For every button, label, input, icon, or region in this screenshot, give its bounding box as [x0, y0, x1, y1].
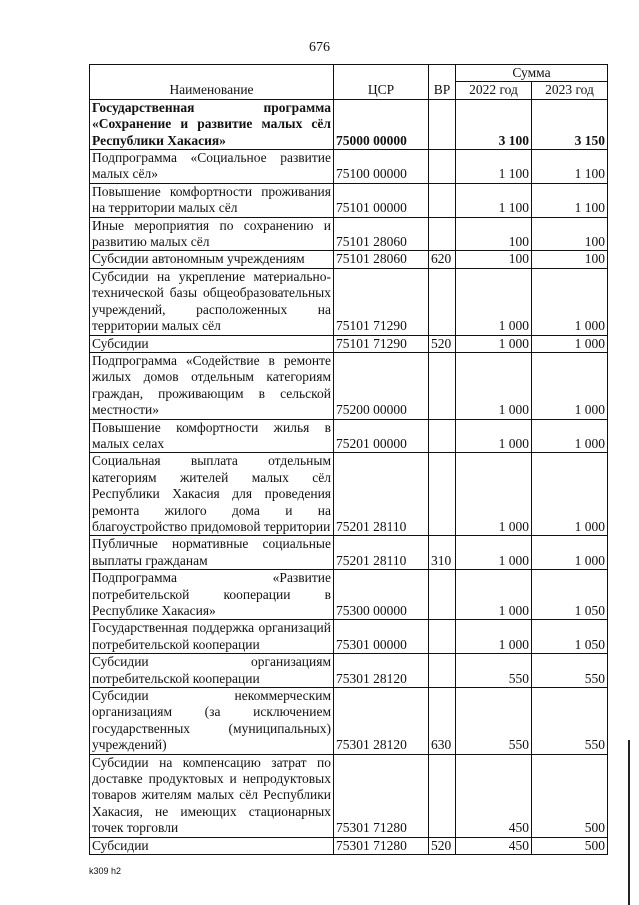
row-vr-cell [429, 352, 456, 419]
row-sum-2022-cell: 1 000 [456, 419, 532, 453]
row-csr-cell: 75101 00000 [334, 183, 429, 217]
header-year-2022: 2022 год [456, 82, 532, 99]
row-vr-cell [429, 570, 456, 620]
row-name-cell: Повышение комфортности проживания на территории малых сёл [90, 183, 334, 217]
row-name-cell: Государственная поддержка организаций потребительской кооперации [90, 620, 334, 654]
table-row [90, 217, 608, 251]
header-name: Наименование [90, 65, 334, 100]
row-csr-cell: 75301 28120 [334, 688, 429, 755]
row-sum-2022-cell: 3 100 [456, 99, 532, 149]
row-name-cell: Субсидии [90, 335, 334, 352]
row-sum-2023-cell: 1 100 [532, 183, 608, 217]
row-sum-2023-cell: 1 000 [532, 268, 608, 335]
table-body [90, 99, 608, 854]
table-row [90, 268, 608, 335]
header-vr: ВР [429, 65, 456, 100]
header-year-2023: 2023 год [532, 82, 608, 99]
table-row [90, 99, 608, 149]
row-sum-2022-cell: 100 [456, 251, 532, 268]
row-sum-2023-cell: 1 000 [532, 352, 608, 419]
row-sum-2023-cell: 1 000 [532, 536, 608, 570]
row-name-cell: Публичные нормативные социальные выплаты гражданам [90, 536, 334, 570]
row-vr-cell [429, 99, 456, 149]
row-sum-2022-cell: 1 100 [456, 150, 532, 184]
footer-code: k309 h2 [89, 866, 122, 876]
table-row [90, 150, 608, 184]
row-csr-cell: 75200 00000 [334, 352, 429, 419]
row-sum-2022-cell: 1 000 [456, 570, 532, 620]
row-vr-cell [429, 183, 456, 217]
row-sum-2023-cell: 1 050 [532, 620, 608, 654]
table-row [90, 183, 608, 217]
row-vr-cell: 520 [429, 837, 456, 854]
row-sum-2023-cell: 1 000 [532, 453, 608, 536]
row-csr-cell: 75000 00000 [334, 99, 429, 149]
row-sum-2022-cell: 100 [456, 217, 532, 251]
row-name-cell: Субсидии организациям потребительской кооперации [90, 654, 334, 688]
row-sum-2022-cell: 550 [456, 688, 532, 755]
row-name-cell: Субсидии автономным учреждениям [90, 251, 334, 268]
header-sum: Сумма [456, 65, 608, 82]
row-name-cell: Субсидии на компенсацию затрат по доставке продуктовых и непродуктовых товаров жителям малых сёл Республики Хакасия, не имеющих стационарных точек торговли [90, 754, 334, 837]
scan-edge-line [628, 740, 630, 905]
table-row [90, 335, 608, 352]
row-csr-cell: 75301 00000 [334, 620, 429, 654]
row-sum-2023-cell: 1 100 [532, 150, 608, 184]
row-sum-2022-cell: 450 [456, 754, 532, 837]
row-sum-2022-cell: 1 100 [456, 183, 532, 217]
row-sum-2022-cell: 1 000 [456, 453, 532, 536]
row-name-cell: Подпрограмма «Социальное развитие малых сёл» [90, 150, 334, 184]
row-vr-cell [429, 754, 456, 837]
row-csr-cell: 75201 00000 [334, 419, 429, 453]
row-sum-2023-cell: 500 [532, 754, 608, 837]
table-row [90, 536, 608, 570]
row-name-cell: Повышение комфортности жилья в малых селах [90, 419, 334, 453]
budget-table [89, 64, 608, 855]
row-csr-cell: 75301 71280 [334, 837, 429, 854]
row-sum-2023-cell: 550 [532, 654, 608, 688]
row-vr-cell [429, 419, 456, 453]
page-number: 676 [309, 40, 330, 55]
row-sum-2022-cell: 1 000 [456, 536, 532, 570]
row-sum-2022-cell: 1 000 [456, 352, 532, 419]
row-csr-cell: 75101 71290 [334, 268, 429, 335]
table-row [90, 352, 608, 419]
row-sum-2023-cell: 1 000 [532, 419, 608, 453]
header-csr: ЦСР [334, 65, 429, 100]
row-vr-cell: 310 [429, 536, 456, 570]
row-sum-2023-cell: 1 000 [532, 335, 608, 352]
row-name-cell: Субсидии некоммерческим организациям (за исключением государственных (муниципальных) учреждений) [90, 688, 334, 755]
row-csr-cell: 75301 71280 [334, 754, 429, 837]
table-row [90, 620, 608, 654]
row-name-cell: Государственная программа «Сохранение и развитие малых сёл Республики Хакасия» [90, 99, 334, 149]
row-vr-cell [429, 453, 456, 536]
row-name-cell: Субсидии [90, 837, 334, 854]
table-header [90, 65, 608, 100]
row-sum-2022-cell: 1 000 [456, 268, 532, 335]
row-vr-cell: 630 [429, 688, 456, 755]
row-sum-2022-cell: 1 000 [456, 620, 532, 654]
row-csr-cell: 75101 28060 [334, 217, 429, 251]
table-row [90, 453, 608, 536]
row-name-cell: Подпрограмма «Содействие в ремонте жилых домов отдельным категориям граждан, проживающим в сельской местности» [90, 352, 334, 419]
table-row [90, 837, 608, 854]
table-row [90, 654, 608, 688]
table-row [90, 688, 608, 755]
table-row [90, 251, 608, 268]
row-sum-2023-cell: 100 [532, 217, 608, 251]
table-row [90, 570, 608, 620]
row-sum-2022-cell: 1 000 [456, 335, 532, 352]
row-csr-cell: 75300 00000 [334, 570, 429, 620]
table-row [90, 754, 608, 837]
row-sum-2023-cell: 550 [532, 688, 608, 755]
row-name-cell: Иные мероприятия по сохранению и развитию малых сёл [90, 217, 334, 251]
row-csr-cell: 75100 00000 [334, 150, 429, 184]
row-vr-cell [429, 654, 456, 688]
row-sum-2023-cell: 500 [532, 837, 608, 854]
row-sum-2023-cell: 1 050 [532, 570, 608, 620]
row-name-cell: Подпрограмма «Развитие потребительской кооперации в Республике Хакасия» [90, 570, 334, 620]
row-vr-cell [429, 150, 456, 184]
row-name-cell: Социальная выплата отдельным категориям жителей малых сёл Республики Хакасия для проведения ремонта жилого дома и на благоустройство придомовой территории [90, 453, 334, 536]
row-vr-cell [429, 217, 456, 251]
row-vr-cell [429, 620, 456, 654]
row-sum-2022-cell: 450 [456, 837, 532, 854]
row-csr-cell: 75101 71290 [334, 335, 429, 352]
row-csr-cell: 75101 28060 [334, 251, 429, 268]
table-row [90, 419, 608, 453]
row-sum-2023-cell: 3 150 [532, 99, 608, 149]
row-csr-cell: 75201 28110 [334, 453, 429, 536]
row-sum-2023-cell: 100 [532, 251, 608, 268]
row-vr-cell: 520 [429, 335, 456, 352]
row-vr-cell [429, 268, 456, 335]
row-sum-2022-cell: 550 [456, 654, 532, 688]
row-csr-cell: 75201 28110 [334, 536, 429, 570]
row-csr-cell: 75301 28120 [334, 654, 429, 688]
row-vr-cell: 620 [429, 251, 456, 268]
row-name-cell: Субсидии на укрепление материально-технической базы общеобразовательных учреждений, расположенных на территории малых сёл [90, 268, 334, 335]
